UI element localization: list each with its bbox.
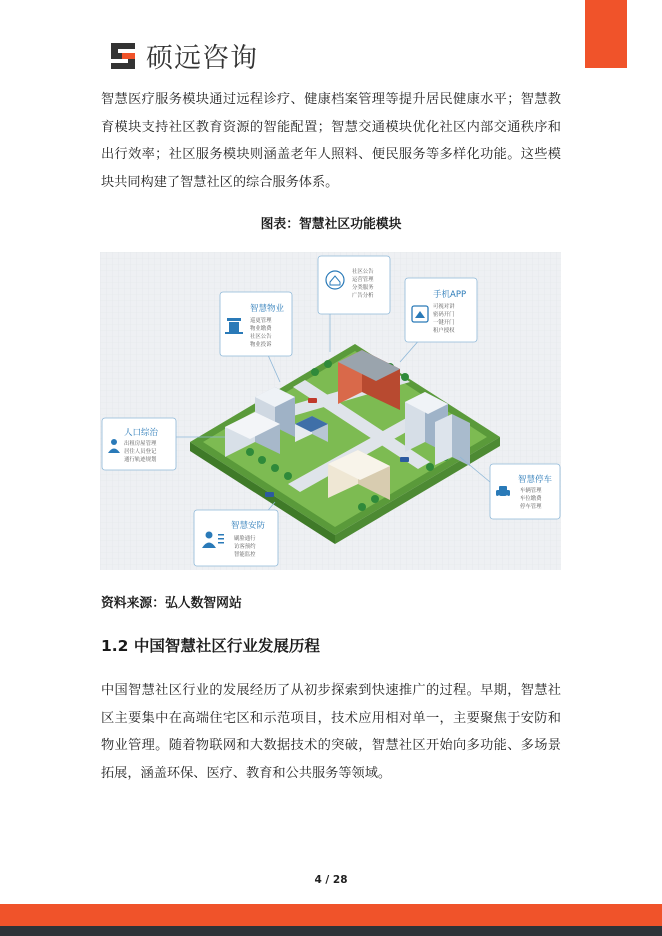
callout-line: 停车管理	[520, 504, 542, 510]
callout-line: 巡更管理	[250, 318, 272, 324]
logo-text: 硕远咨询	[146, 43, 258, 74]
callout-line: 车辆管理	[520, 488, 542, 494]
callout-community-services	[318, 256, 390, 314]
section-heading: 1.2 中国智慧社区行业发展历程	[101, 637, 320, 655]
callout-line: 密码开门	[433, 312, 455, 318]
figure-source: 资料来源：弘人数智网站	[101, 596, 242, 611]
callout-line: 智能监控	[234, 552, 256, 558]
callout-line: 物业缴费	[250, 326, 272, 332]
callout-line: 分类服务	[352, 285, 374, 291]
callout-title: 智慧安防	[231, 521, 266, 531]
intro-paragraph: 智慧医疗服务模块通过远程诊疗、健康档案管理等提升居民健康水平；智慧教育模块支持社区教育资源的智能配置；智慧交通模块优化社区内部交通秩序和出行效率；社区服务模块则涵盖老年人照料、便民服务等多样化功能。这些模块共同构建了智慧社区的综合服务体系。	[101, 92, 561, 190]
callout-line: 社区公告	[250, 334, 272, 340]
footer-dark-bar	[0, 926, 662, 936]
callout-mobile-app	[405, 278, 477, 342]
callout-smart-parking	[490, 464, 560, 519]
callout-line: 物业投诉	[250, 342, 272, 348]
callout-line: 刷脸通行	[234, 536, 256, 542]
home-icon	[326, 271, 344, 289]
callout-smart-property	[220, 292, 292, 356]
callout-title: 智慧物业	[250, 304, 285, 314]
callout-line: 出租房屋管理	[124, 441, 157, 447]
callout-line: 租户授权	[433, 328, 455, 334]
callout-title: 人口综治	[124, 428, 159, 438]
body-paragraph: 中国智慧社区行业的发展经历了从初步探索到快速推广的过程。早期，智慧社区主要集中在高端住宅区和示范项目，技术应用相对单一，主要聚焦于安防和物业管理。随着物联网和大数据技术的突破，智慧社区开始向多功能、多场景拓展，涵盖环保、医疗、教育和公共服务等领域。	[101, 683, 561, 781]
header-accent-tab	[585, 0, 627, 68]
callout-line: 广告分析	[352, 293, 374, 299]
callout-line: 运营管理	[352, 277, 374, 283]
callout-population-governance	[102, 418, 176, 470]
callout-title: 智慧停车	[518, 475, 553, 485]
callout-title: 手机APP	[433, 290, 467, 300]
smart-community-illustration	[100, 252, 561, 570]
company-logo	[108, 36, 258, 75]
callout-line: 一键开门	[433, 320, 455, 326]
callout-line: 车位缴费	[520, 496, 542, 502]
page-number: 4 / 28	[314, 874, 348, 886]
callout-smart-security	[194, 510, 278, 566]
logo-s-mark-icon	[108, 40, 140, 72]
figure-title: 图表：智慧社区功能模块	[260, 217, 402, 232]
callout-line: 居住人员登记	[124, 449, 157, 455]
footer-accent-bar	[0, 904, 662, 926]
callout-line: 访客预约	[234, 544, 256, 550]
callout-line: 社区公告	[352, 269, 374, 275]
callout-line: 可视对讲	[433, 304, 455, 310]
callout-line: 通行轨迹规划	[124, 457, 157, 463]
